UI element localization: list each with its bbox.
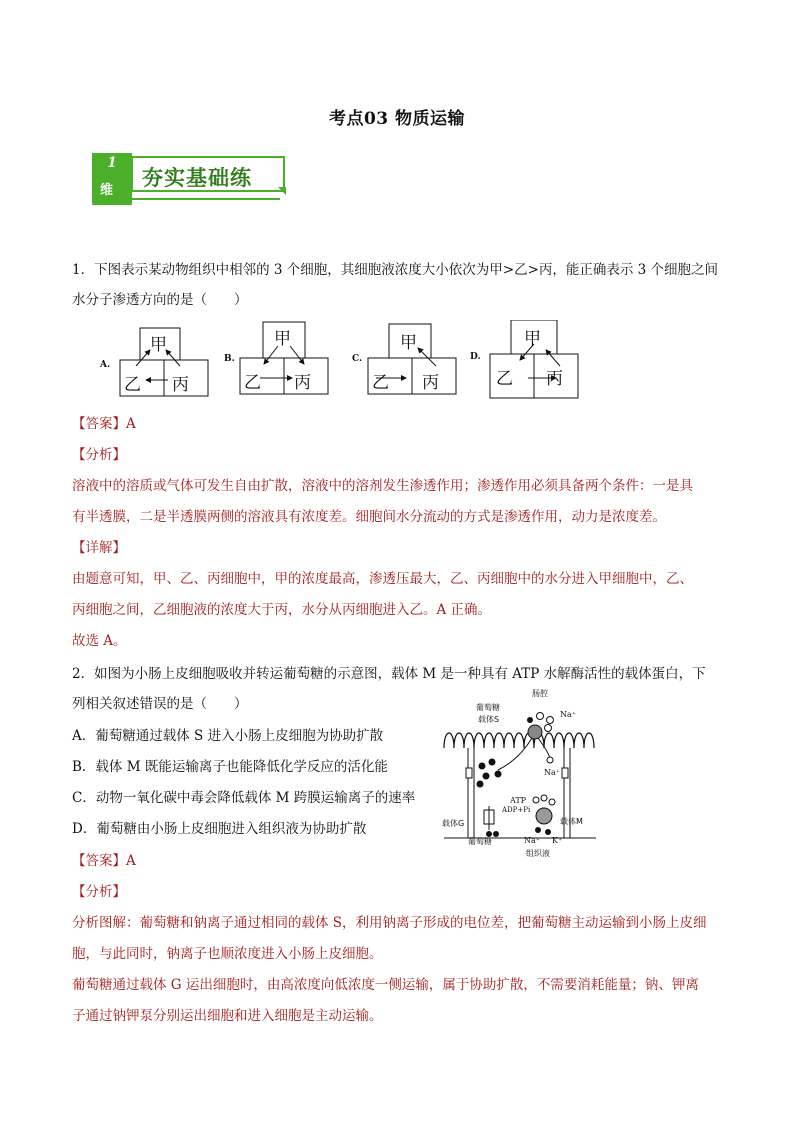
fig-tissue-fluid: 组织液 [526,849,550,858]
figure-d-left: 乙 [496,369,513,389]
q2-stem-line1: 2．如图为小肠上皮细胞吸收并转运葡萄糖的示意图，载体 M 是一种具有 ATP 水解酶活性的载体蛋白，下 [72,666,706,682]
q2-option-b: B．载体 M 既能运输离子也能降低化学反应的活化能 [72,759,388,775]
figure-c-right: 丙 [422,373,439,393]
q2-analysis-line4: 子通过钠钾泵分别运出细胞和进入细胞是主动运输。 [72,1008,383,1024]
q1-analysis-line1: 溶液中的溶质或气体可发生自由扩散，溶液中的溶剂发生渗透作用；渗透作用必须具备两个条件：一是具 [72,478,693,494]
figure-d-right: 丙 [546,369,563,389]
answer-value: A [126,416,136,432]
page-title: 考点03 物质运输 [328,109,466,129]
answer-value: A [126,853,136,869]
banner-number: 1 [107,155,117,171]
q2-figure [440,688,600,860]
fig-carrier-s: 载体S [478,715,500,724]
fig-glucose-bottom: 葡萄糖 [468,837,492,846]
figure-a-left: 乙 [124,375,141,395]
q2-analysis-line3: 葡萄糖通过载体 G 运出细胞时，由高浓度向低浓度一侧运输，属于协助扩散，不需要消耗能量；钠、钾离 [72,977,699,993]
fig-na-mid: Na⁺ [544,768,560,777]
figure-c-left: 乙 [372,373,389,393]
q1-detail-line2: 丙细胞之间，乙细胞液的浓度大于丙，水分从丙细胞进入乙。A 正确。 [72,602,492,618]
q1-detail-tag: 【详解】 [72,540,126,556]
q1-analysis-line2: 有半透膜，二是半透膜两侧的溶液具有浓度差。细胞间水分流动的方式是渗透作用，动力是浓度差。 [72,509,666,525]
q1-stem-line2: 水分子渗透方向的是（ ） [72,292,248,308]
q1-answer [72,412,732,436]
fig-carrier-m: 载体M [560,817,583,826]
figure-d-label: D. [470,352,481,362]
q2-answer [72,849,732,873]
fig-atp: ATP [510,796,527,805]
q1-detail-line1: 由题意可知，甲、乙、丙细胞中，甲的浓度最高，渗透压最大，乙、丙细胞中的水分进入甲细胞中，乙、 [72,571,693,587]
fig-na-bottom: Na⁺ [524,836,540,845]
figure-d-top: 甲 [524,329,541,349]
q1-conclusion: 故选 A。 [72,633,127,649]
figure-b-left: 乙 [244,373,261,393]
q1-stem-line1: 1．下图表示某动物组织中相邻的 3 个细胞，其细胞液浓度大小依次为甲>乙>丙，能正确表示 3 个细胞之间 [72,262,719,278]
figure-a-top: 甲 [150,335,167,355]
q2-analysis-tag: 【分析】 [72,884,126,900]
q2-analysis-line2: 胞，与此同时，钠离子也顺浓度进入小肠上皮细胞。 [72,946,383,962]
banner-text: 夯实基础练 [142,166,252,190]
q2-option-d: D．葡萄糖由小肠上皮细胞进入组织液为协助扩散 [72,821,367,837]
figure-b-right: 丙 [294,373,311,393]
q1-analysis-tag: 【分析】 [72,447,126,463]
figure-b-label: B. [224,354,235,364]
figure-b-top: 甲 [274,329,291,349]
fig-carrier-g: 载体G [442,819,465,828]
banner-sub: 维 [100,183,114,198]
figure-c-label: C. [352,354,363,364]
fig-k: K⁺ [552,836,563,845]
figure-c-top: 甲 [400,333,417,353]
fig-lumen: 肠腔 [532,689,548,698]
section-banner [92,153,288,205]
fig-glucose: 葡萄糖 [476,703,500,712]
q2-option-c: C．动物一氧化碳中毒会降低载体 M 跨膜运输离子的速率 [72,790,416,806]
q2-figure-svg [440,688,600,860]
figure-a-right: 丙 [172,375,189,395]
figure-a-label: A. [100,360,111,370]
q1-figures [100,320,700,402]
fig-na-top: Na⁺ [560,710,576,719]
answer-tag: 【答案】 [72,416,126,432]
q2-analysis-line1: 分析图解：葡萄糖和钠离子通过相同的载体 S，利用钠离子形成的电位差，把葡萄糖主动运输到小肠上皮细 [72,915,707,931]
answer-tag: 【答案】 [72,853,126,869]
fig-adp: ADP+Pi [502,806,531,814]
q2-option-a: A．葡萄糖通过载体 S 进入小肠上皮细胞为协助扩散 [72,728,384,744]
q2-stem-line2: 列相关叙述错误的是（ ） [72,696,248,712]
